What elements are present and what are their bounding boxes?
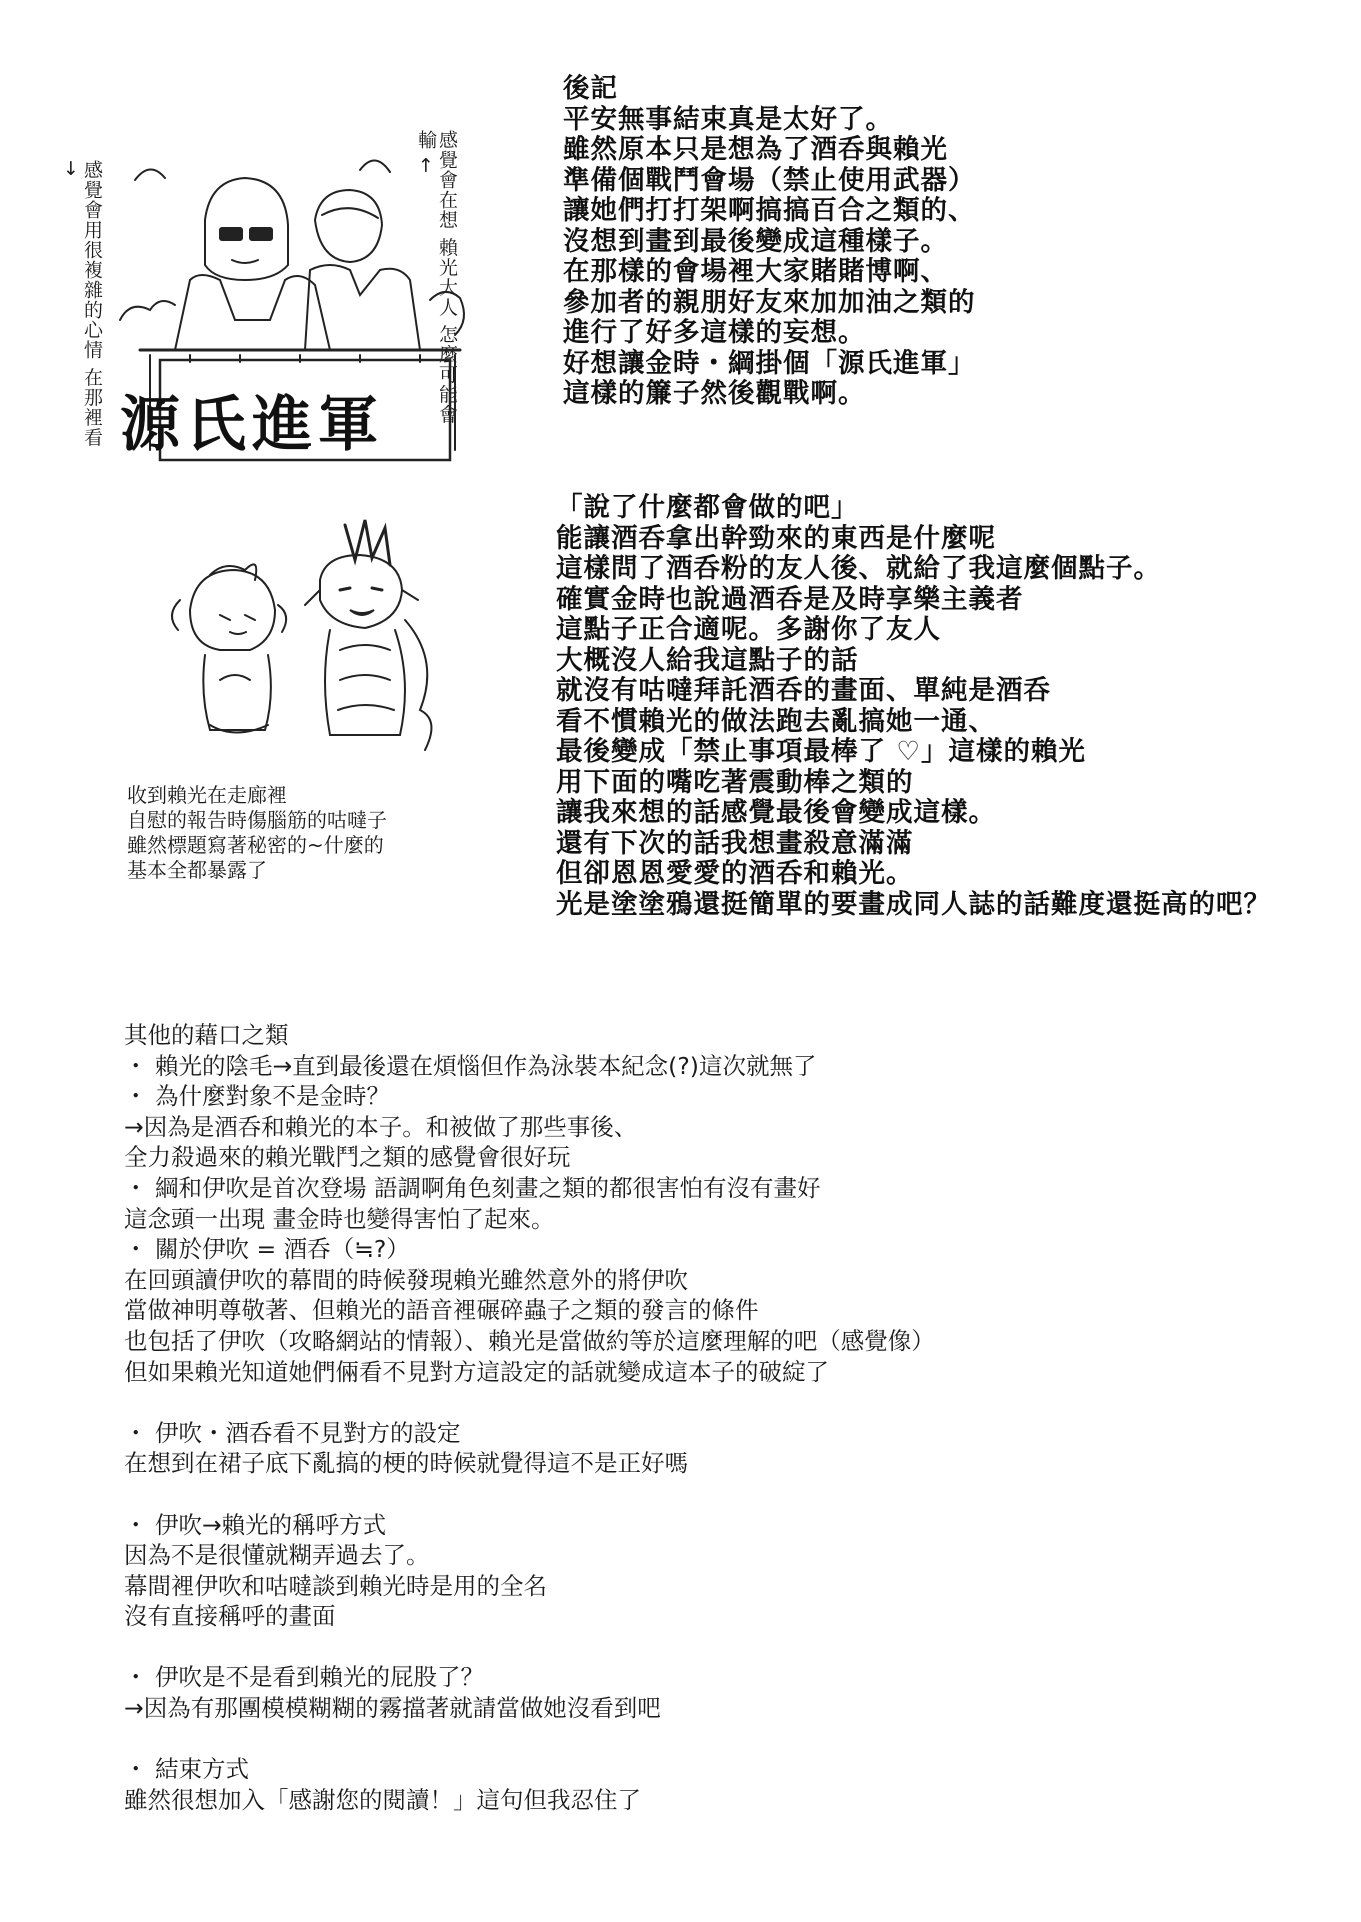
notes-line: 但如果賴光知道她們倆看不見對方這設定的話就變成這本子的破綻了 [124,1357,829,1386]
caption-right-line: 怎麼可能會輸 [415,130,458,425]
afterword-line: 參加者的親朋好友來加加油之類的 [563,286,976,318]
afterword-line: 平安無事結束真是太好了。 [563,103,893,135]
section2-line: 這樣問了酒呑粉的友人後、就給了我這麼個點子。 [556,553,1161,584]
notes-line: 幕間裡伊吹和咕噠談到賴光時是用的全名 [124,1571,547,1600]
section2-line: 看不慣賴光的做法跑去亂搞她一通、 [556,705,996,737]
caption-left-line: 在那裡看→ [60,160,103,448]
caption-left-line: 感覺會用很複雜的心情 [81,160,103,360]
section2-line: 用下面的嘴吃著震動棒之類的 [556,766,914,798]
notes-title: 其他的藉口之類 [124,1021,289,1049]
notes-line: 也包括了伊吹（攻略網站的情報）、賴光是當做約等於這麼理解的吧（感覺像） [124,1326,935,1355]
caption-right-line: ← [415,157,437,174]
afterword-line: 進行了好多這樣的妄想。 [563,317,866,348]
caption-right-line: 感覺會在想 [436,130,458,230]
afterword-line: 讓她們打打架啊搞搞百合之類的、 [563,195,976,226]
section2-line: 大概沒人給我這點子的話 [556,644,859,676]
section2-line: 確實金時也說過酒呑是及時享樂主義者 [556,583,1024,615]
notes-line: 全力殺過來的賴光戰鬥之類的感覺會很好玩 [124,1143,571,1172]
notes-line: ・ 關於伊吹 = 酒呑（≒?） [124,1235,410,1264]
notes-line: ・ 伊吹・酒呑看不見對方的設定 [124,1418,461,1447]
afterword-title: 後記 [563,73,618,104]
section2-line: 就沒有咕噠拜託酒呑的畫面、單純是酒呑 [556,675,1051,706]
section2-block [556,493,1271,920]
notes-line: ・ 賴光的陰毛→直到最後還在煩惱但作為泳裝本紀念(?)這次就無了 [124,1051,817,1080]
notes-line: 因為不是很懂就糊弄過去了。 [124,1541,430,1570]
notes-line: ・ 伊吹是不是看到賴光的屁股了？ [124,1663,484,1692]
afterword-block [563,74,976,410]
afterword-line: 準備個戰鬥會場（禁止使用武器） [563,164,976,196]
section2-line: 但卻恩恩愛愛的酒呑和賴光。 [556,858,914,889]
afterword-line: 在那樣的會場裡大家賭賭博啊、 [563,256,948,287]
section2-title: 「說了什麼都會做的吧」 [556,492,859,523]
section2-line: 這點子正合適呢。多謝你了友人 [556,614,941,645]
banner-text: 源氏進軍 [120,390,384,460]
illustration-chibi-characters [150,520,450,770]
caption-line: 基本全都暴露了 [127,858,267,882]
caption-right-line: 賴光大人 [436,237,458,318]
caption-line: 自慰的報告時傷腦筋的咕噠子 [127,808,387,832]
afterword-line: 雖然原本只是想為了酒呑與賴光 [563,134,948,165]
notes-line: 沒有直接稱呼的畫面 [124,1602,336,1631]
notes-spacer [124,1387,935,1418]
caption-line: 雖然標題寫著秘密的~什麼的 [127,833,384,857]
section2-line: 最後變成「禁止事項最棒了 ♡」這樣的賴光 [556,736,1086,767]
notes-line: →因為是酒呑和賴光的本子。和被做了那些事後、 [124,1112,638,1141]
section2-line: 讓我來想的話感覺最後會變成這樣。 [556,797,996,828]
notes-line: 在想到在裙子底下亂搞的梗的時候就覺得這不是正好嗎 [124,1449,688,1478]
notes-spacer [124,1724,935,1755]
notes-line: ・ 結束方式 [124,1755,249,1784]
notes-spacer [124,1632,935,1663]
illustration-spectators [60,120,520,480]
caption-line: 收到賴光在走廊裡 [127,783,287,807]
notes-spacer [124,1479,935,1510]
afterword-line: 這樣的簾子然後觀戰啊。 [563,378,866,409]
section2-line: 還有下次的話我想畫殺意滿滿 [556,827,914,859]
notes-line: 雖然很想加入「感謝您的閱讀！」這句但我忍住了 [124,1785,641,1814]
notes-line: ・ 伊吹→賴光的稱呼方式 [124,1510,387,1539]
notes-block [124,1020,935,1815]
notes-line: →因為有那團模模糊糊的霧擋著就請當做她沒看到吧 [124,1694,661,1723]
section2-line: 能讓酒呑拿出幹勁來的東西是什麼呢 [556,522,996,554]
notes-line: ・ 綱和伊吹是首次登場 語調啊角色刻畫之類的都很害怕有沒有畫好 [124,1173,821,1202]
notes-line: 當做神明尊敬著、但賴光的語音裡碾碎蟲子之類的發言的條件 [124,1296,759,1325]
afterword-line: 好想讓金時・綱掛個「源氏進軍」 [563,347,976,379]
afterword-line: 沒想到畫到最後變成這種樣子。 [563,225,948,257]
section2-line: 光是塗塗鴉還挺簡單的要畫成同人誌的話難度還挺高的吧？ [556,888,1271,920]
notes-line: 在回頭讀伊吹的幕間的時候發現賴光雖然意外的將伊吹 [124,1265,688,1294]
notes-line: 這念頭一出現 畫金時也變得害怕了起來。 [124,1204,555,1233]
chibi-caption [127,783,387,883]
notes-line: ・ 為什麼對象不是金時？ [124,1082,390,1111]
